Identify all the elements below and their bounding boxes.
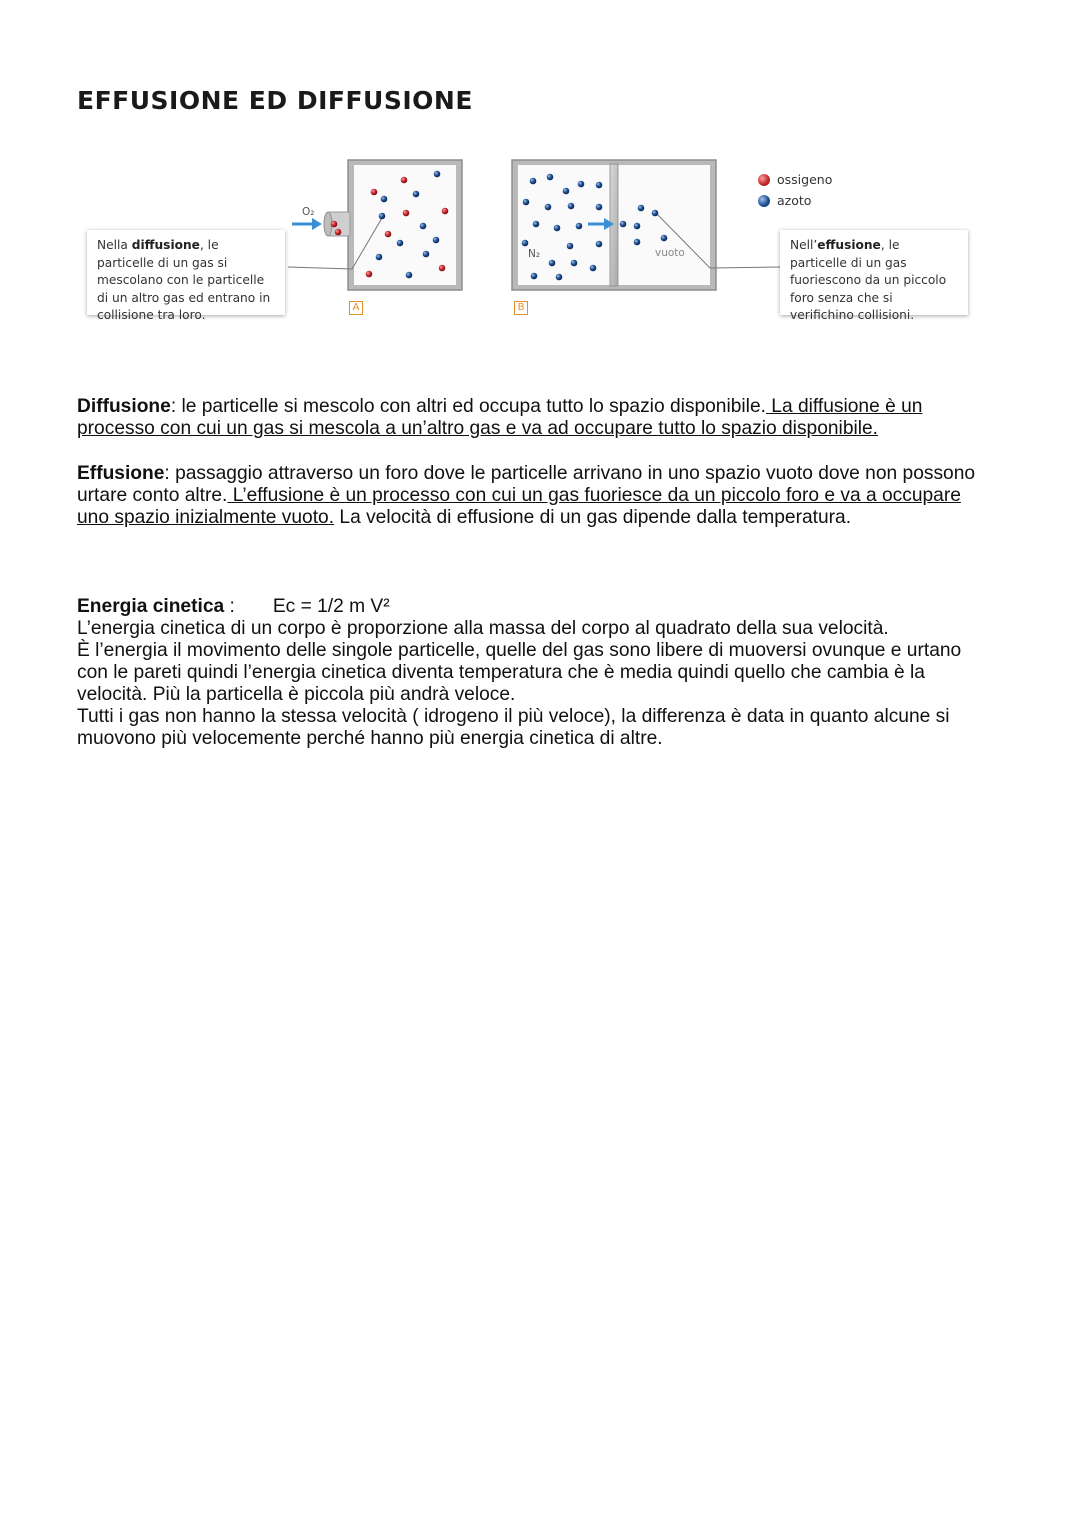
- legend-dot-ossigeno: [758, 174, 770, 186]
- paragraph-effusione: [77, 463, 987, 529]
- legend-label-ossigeno: ossigeno: [777, 172, 833, 187]
- panel-b-tag: B: [514, 301, 528, 315]
- page-title: EFFUSIONE ED DIFFUSIONE: [77, 86, 473, 115]
- panel-a-tag: A: [349, 301, 363, 315]
- paragraph-diffusione: [77, 396, 987, 440]
- legend-item-ossigeno: [758, 169, 832, 190]
- term-effusione: Effusione: [77, 463, 165, 484]
- callout-effusion: Nell’effusione, le particelle di un gas fuoriescono da un piccolo foro senza che si verifichino collisioni.: [780, 230, 968, 315]
- label-vuoto: vuoto: [655, 247, 685, 259]
- effusione-text: : passaggio attraverso un foro dove le particelle arrivano in uno spazio vuoto dove non possono urtare conto altre.: [77, 463, 976, 506]
- diffusione-definition: La diffusione è un processo con cui un gas si mescola a un’altro gas e va ad occupare tutto lo spazio disponibile.: [77, 396, 923, 439]
- legend: [758, 169, 832, 211]
- diffusione-text: : le particelle si mescolo con altri ed occupa tutto lo spazio disponibile.: [170, 396, 766, 417]
- energia-formula: Ec = 1/2 m V²: [272, 596, 390, 617]
- label-n2: N₂: [528, 248, 541, 260]
- effusione-definition: L’effusione è un processo con cui un gas fuoriesce da un piccolo foro e va a occupare uno spazio inizialmente vuoto.: [77, 485, 961, 528]
- diffusion-effusion-figure: [70, 150, 980, 330]
- legend-item-azoto: [758, 190, 832, 211]
- callout-diffusion: Nella diffusione, le particelle di un gas si mescolano con le particelle di un altro gas ed entrano in collisione tra loro.: [87, 230, 285, 315]
- container-b: [512, 160, 782, 290]
- paragraph-energia-cinetica: [77, 596, 987, 750]
- term-energia-cinetica: Energia cinetica: [77, 596, 225, 617]
- legend-dot-azoto: [758, 195, 770, 207]
- legend-label-azoto: azoto: [777, 193, 812, 208]
- term-diffusione: Diffusione: [77, 396, 171, 417]
- energia-p3: Tutti i gas non hanno la stessa velocità ( idrogeno il più veloce), la differenza è data in quanto alcune si muovono più velocemente perché hanno più energia cinetica di altre.: [77, 706, 950, 749]
- energia-sep: :: [224, 596, 235, 617]
- label-o2: O₂: [302, 206, 315, 218]
- energia-p2: È l’energia il movimento delle singole particelle, quelle del gas sono libere di muoversi ovunque e urtano con le pareti quindi l’energia cinetica diventa temperatura che è media quindi quello che cambia è la velocità. Più la particella è piccola più andrà veloce.: [77, 640, 962, 705]
- effusione-tail: La velocità di effusione di un gas dipende dalla temperatura.: [334, 507, 852, 528]
- energia-p1: L’energia cinetica di un corpo è proporzione alla massa del corpo al quadrato della sua velocità.: [77, 618, 889, 639]
- container-a: [288, 160, 462, 290]
